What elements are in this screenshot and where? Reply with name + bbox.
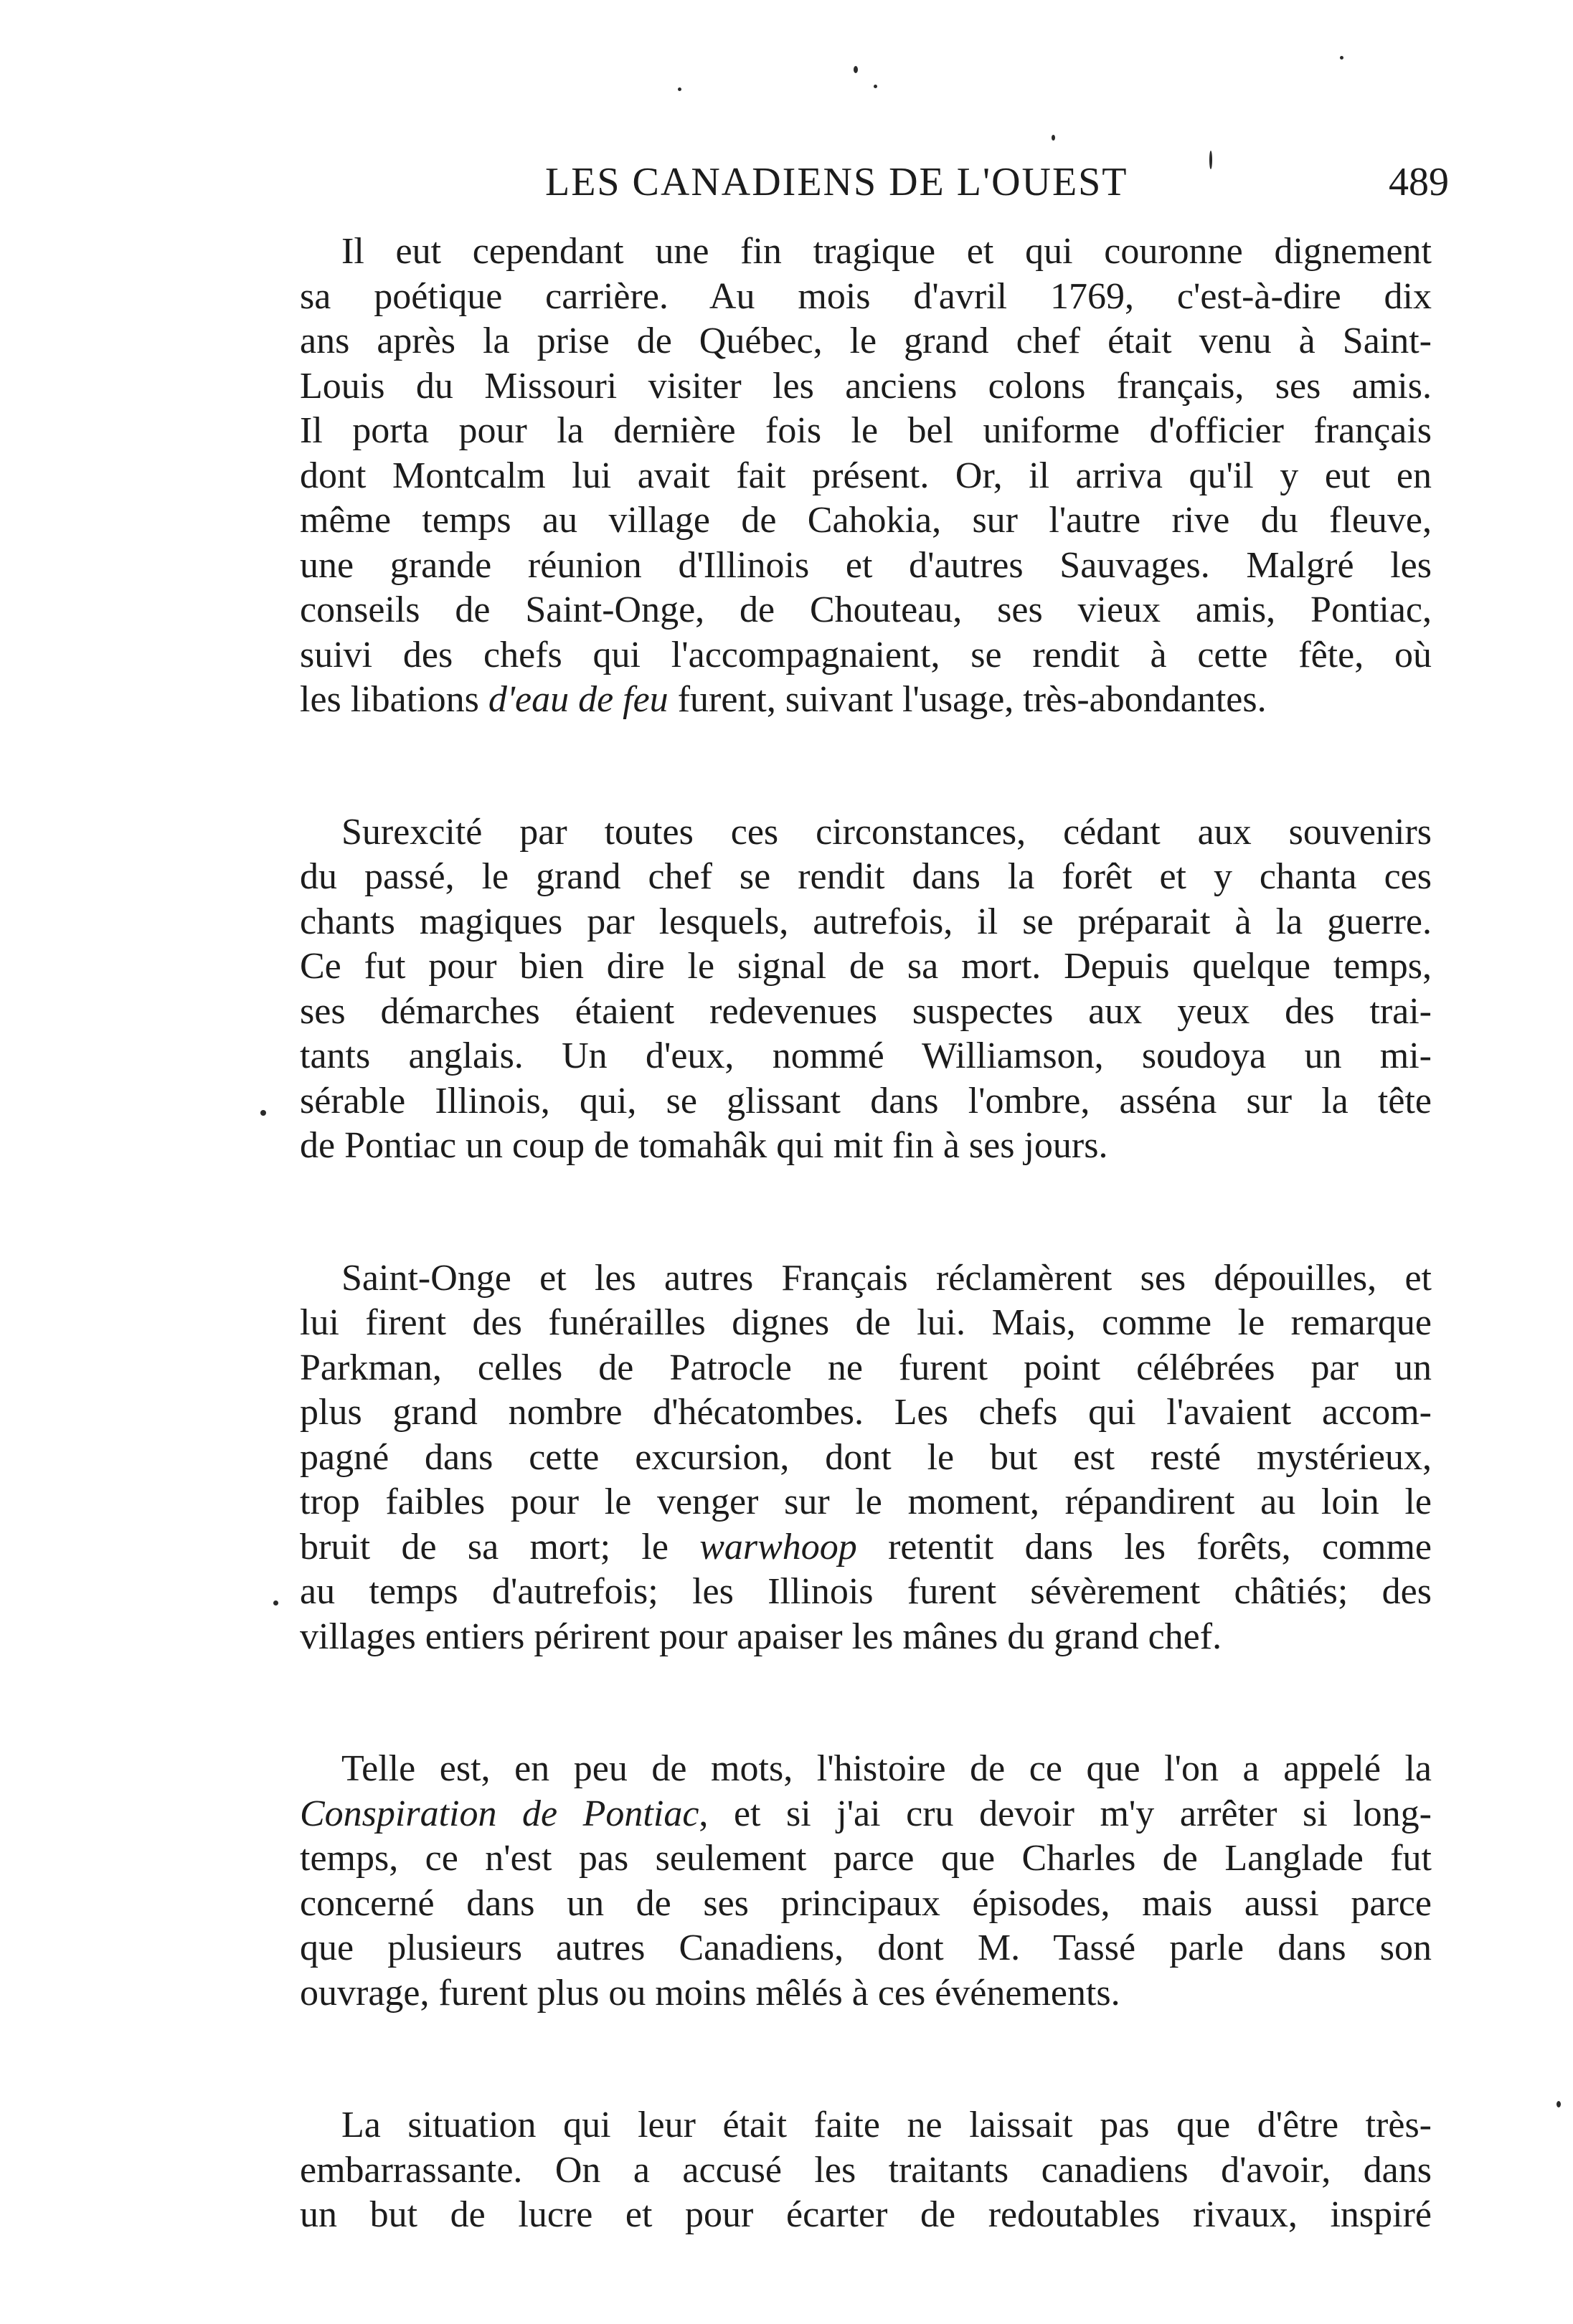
line-segment: bruit de sa mort; le (300, 1526, 700, 1567)
line-segment: les libations (300, 679, 488, 720)
paragraph (300, 1256, 1432, 1660)
line-segment: , et si j'ai cru devoir m'y arrêter si long- (699, 1793, 1432, 1834)
italic-phrase: d'eau de feu (488, 679, 669, 720)
text-line: concerné dans un de ses principaux épisodes, mais aussi parce (300, 1882, 1432, 1924)
text-line: ouvrage, furent plus ou moins mêlés à ces événements. (300, 1972, 1120, 2014)
text-line: ans après la prise de Québec, le grand chef était venu à Saint- (300, 321, 1432, 361)
line-segment: furent, suivant l'usage, très-abondantes. (668, 679, 1267, 720)
text-line: Parkman, celles de Patrocle ne furent point célébrées par un (300, 1347, 1432, 1388)
text-line: chants magiques par lesquels, autrefois, il se préparait à la guerre. (300, 901, 1432, 942)
print-speck (874, 85, 877, 88)
text-line: villages entiers périrent pour apaiser les mânes du grand chef. (300, 1616, 1222, 1657)
paragraph (300, 810, 1432, 1169)
text-line: dont Montcalm lui avait fait présent. Or, il arriva qu'il y eut en (300, 455, 1432, 496)
print-speck (854, 66, 858, 73)
print-speck (260, 1110, 266, 1116)
text-line (300, 1792, 1432, 1837)
text-line: La situation qui leur était faite ne laissait pas que d'être très- (341, 2105, 1432, 2145)
text-line: Telle est, en peu de mots, l'histoire de ce que l'on a appelé la (341, 1748, 1432, 1789)
body-text (300, 229, 1432, 2238)
text-line: lui firent des funérailles dignes de lui. Mais, comme le remarque (300, 1302, 1432, 1343)
page-header (0, 159, 1573, 209)
text-line: trop faibles pour le venger sur le moment, répandirent au loin le (300, 1481, 1432, 1522)
print-speck (1340, 56, 1343, 60)
italic-phrase: Conspiration de Pontiac (300, 1793, 699, 1834)
text-line: Il eut cependant une fin tragique et qui couronne dignement (341, 231, 1432, 272)
text-line: Ce fut pour bien dire le signal de sa mort. Depuis quelque temps, (300, 946, 1432, 987)
text-line: suivi des chefs qui l'accompagnaient, se rendit à cette fête, où (300, 634, 1432, 675)
italic-phrase: warwhoop (699, 1526, 857, 1567)
text-line: temps, ce n'est pas seulement parce que Charles de Langlade fut (300, 1838, 1432, 1879)
line-segment: retentit dans les forêts, comme (856, 1526, 1432, 1567)
text-line: ses démarches étaient redevenues suspectes aux yeux des trai- (300, 990, 1432, 1032)
text-line: conseils de Saint-Onge, de Chouteau, ses vieux amis, Pontiac, (300, 589, 1432, 630)
print-speck (1557, 2101, 1561, 2107)
text-line: Louis du Missouri visiter les anciens colons français, ses amis. (300, 365, 1432, 407)
text-line: Surexcité par toutes ces circonstances, cédant aux souvenirs (341, 811, 1432, 853)
text-line: Il porta pour la dernière fois le bel uniforme d'officier français (300, 410, 1432, 451)
paragraph (300, 1747, 1432, 2016)
running-head: LES CANADIENS DE L'OUEST (545, 160, 1128, 204)
text-line: que plusieurs autres Canadiens, dont M. Tassé parle dans son (300, 1927, 1432, 1968)
text-line: au temps d'autrefois; les Illinois furent sévèrement châtiés; des (300, 1571, 1432, 1612)
text-line: embarrassante. On a accusé les traitants canadiens d'avoir, dans (300, 2149, 1432, 2191)
text-line: une grande réunion d'Illinois et d'autres Sauvages. Malgré les (300, 544, 1432, 586)
text-line (300, 678, 1432, 723)
paragraph (300, 229, 1432, 723)
text-line: tants anglais. Un d'eux, nommé Williamson, soudoya un mi- (300, 1035, 1432, 1076)
print-speck (1052, 135, 1055, 141)
page-number: 489 (1389, 160, 1449, 204)
text-line: du passé, le grand chef se rendit dans la forêt et y chanta ces (300, 856, 1432, 897)
print-speck (273, 1600, 278, 1606)
text-line: de Pontiac un coup de tomahâk qui mit fin à ses jours. (300, 1125, 1108, 1166)
text-line: un but de lucre et pour écarter de redoutables rivaux, inspiré (300, 2194, 1432, 2235)
text-line: plus grand nombre d'hécatombes. Les chefs qui l'avaient accom- (300, 1392, 1432, 1433)
paragraph (300, 2103, 1432, 2238)
print-speck (678, 87, 681, 91)
text-line (300, 1525, 1432, 1570)
text-line: Saint-Onge et les autres Français réclamèrent ses dépouilles, et (341, 1257, 1432, 1299)
text-line: sa poétique carrière. Au mois d'avril 1769, c'est-à-dire dix (300, 275, 1432, 317)
text-line: pagné dans cette excursion, dont le but est resté mystérieux, (300, 1436, 1432, 1478)
text-line: sérable Illinois, qui, se glissant dans l'ombre, asséna sur la tête (300, 1080, 1432, 1121)
text-line: même temps au village de Cahokia, sur l'autre rive du fleuve, (300, 500, 1432, 541)
